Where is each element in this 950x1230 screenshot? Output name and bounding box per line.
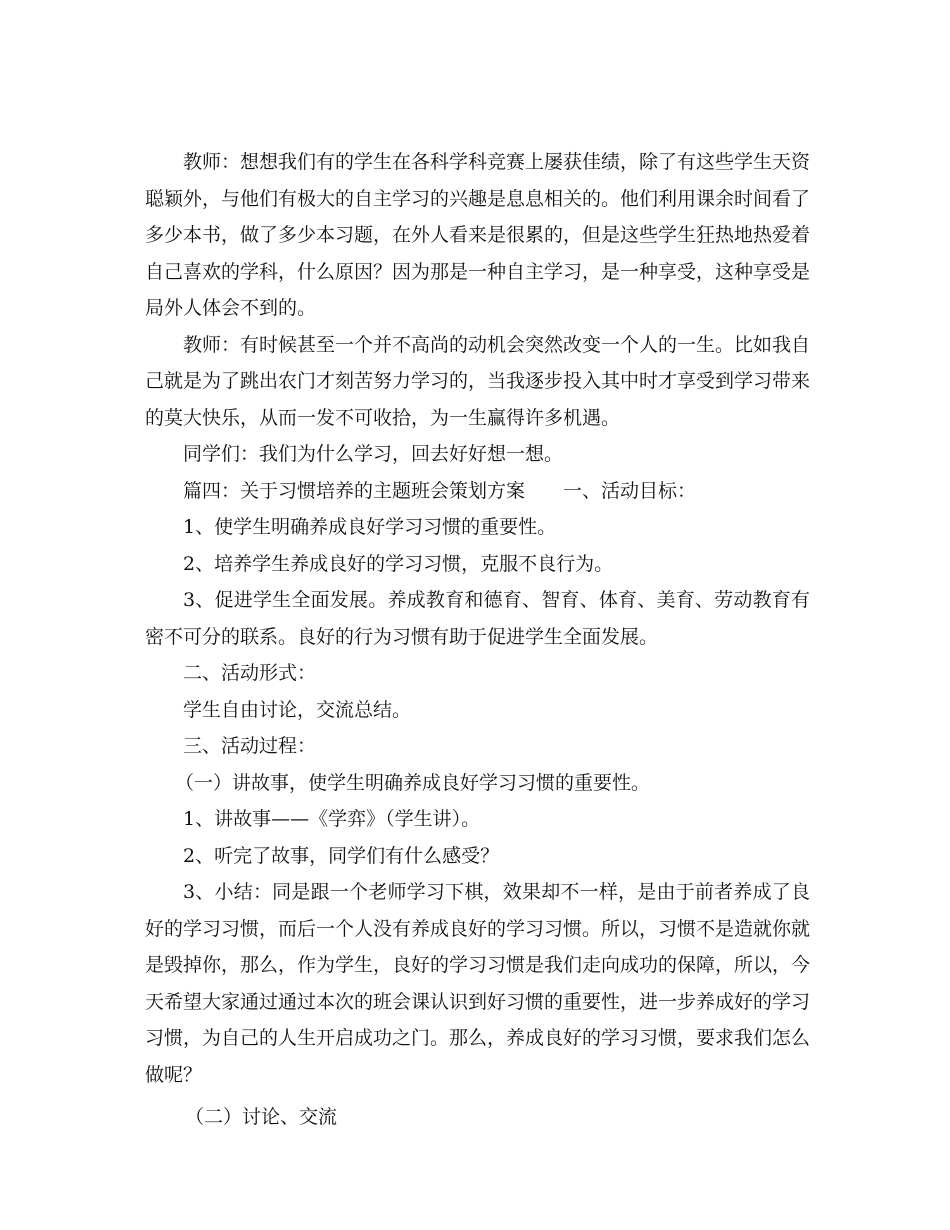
- goal-item-1: 1、使学生明确养成良好学习习惯的重要性。: [183, 516, 557, 538]
- process-item-2: 2、听完了故事，同学们有什么感受？: [183, 844, 500, 867]
- subheading-story: （一）讲故事，使学生明确养成良好学习习惯的重要性。: [175, 771, 651, 794]
- heading-activity-form: 二、活动形式：: [183, 662, 317, 684]
- paragraph-students: 同学们：我们为什么学习，回去好好想一想。: [183, 443, 564, 465]
- process-item-1: 1、讲故事——《学弈》（学生讲）。: [183, 808, 481, 830]
- goal-item-3: 3、促进学生全面发展。养成教育和德育、智育、体育、美育、劳动教育有密不可分的联系。良好的行为习惯有助于促进学生全面发展。: [145, 589, 810, 648]
- paragraph-activity-form: 学生自由讨论，交流总结。: [183, 698, 412, 721]
- document-body: [145, 144, 810, 1136]
- section-heading-part-four: 篇四：关于习惯培养的主题班会策划方案 一、活动目标：: [183, 479, 697, 502]
- paragraph-teacher-1: 教师：想想我们有的学生在各科学科竞赛上屡获佳绩，除了有这些学生天资聪颖外，与他们有极大的自主学习的兴趣是息息相关的。他们利用课余时间看了多少本书，做了多少本习题，在外人看来是很累的，但是这些学生狂热地热爱着自己喜欢的学科，什么原因？因为那是一种自主学习，是一种享受，这种享受是局外人体会不到的。: [145, 151, 811, 319]
- goal-item-2: 2、培养学生养成良好的学习习惯，克服不良行为。: [183, 552, 614, 575]
- paragraph-teacher-2: 教师：有时候甚至一个并不高尚的动机会突然改变一个人的一生。比如我自己就是为了跳出农门才刻苦努力学习的，当我逐步投入其中时才享受到学习带来的莫大快乐，从而一发不可收拾，为一生赢得许多机遇。: [145, 333, 811, 429]
- process-item-3: 3、小结：同是跟一个老师学习下棋，效果却不一样，是由于前者养成了良好的学习习惯，而后一个人没有养成良好的学习习惯。所以，习惯不是造就你就是毁掉你，那么，作为学生，良好的学习习惯是我们走向成功的保障，所以，今天希望大家通过通过本次的班会课认识到好习惯的重要性，进一步养成好的学习习惯，为自己的人生开启成功之门。那么，养成良好的学习习惯，要求我们怎么做呢？: [145, 881, 811, 1086]
- heading-activity-process: 三、活动过程：: [183, 735, 317, 757]
- subheading-discussion: （二）讨论、交流: [185, 1106, 338, 1128]
